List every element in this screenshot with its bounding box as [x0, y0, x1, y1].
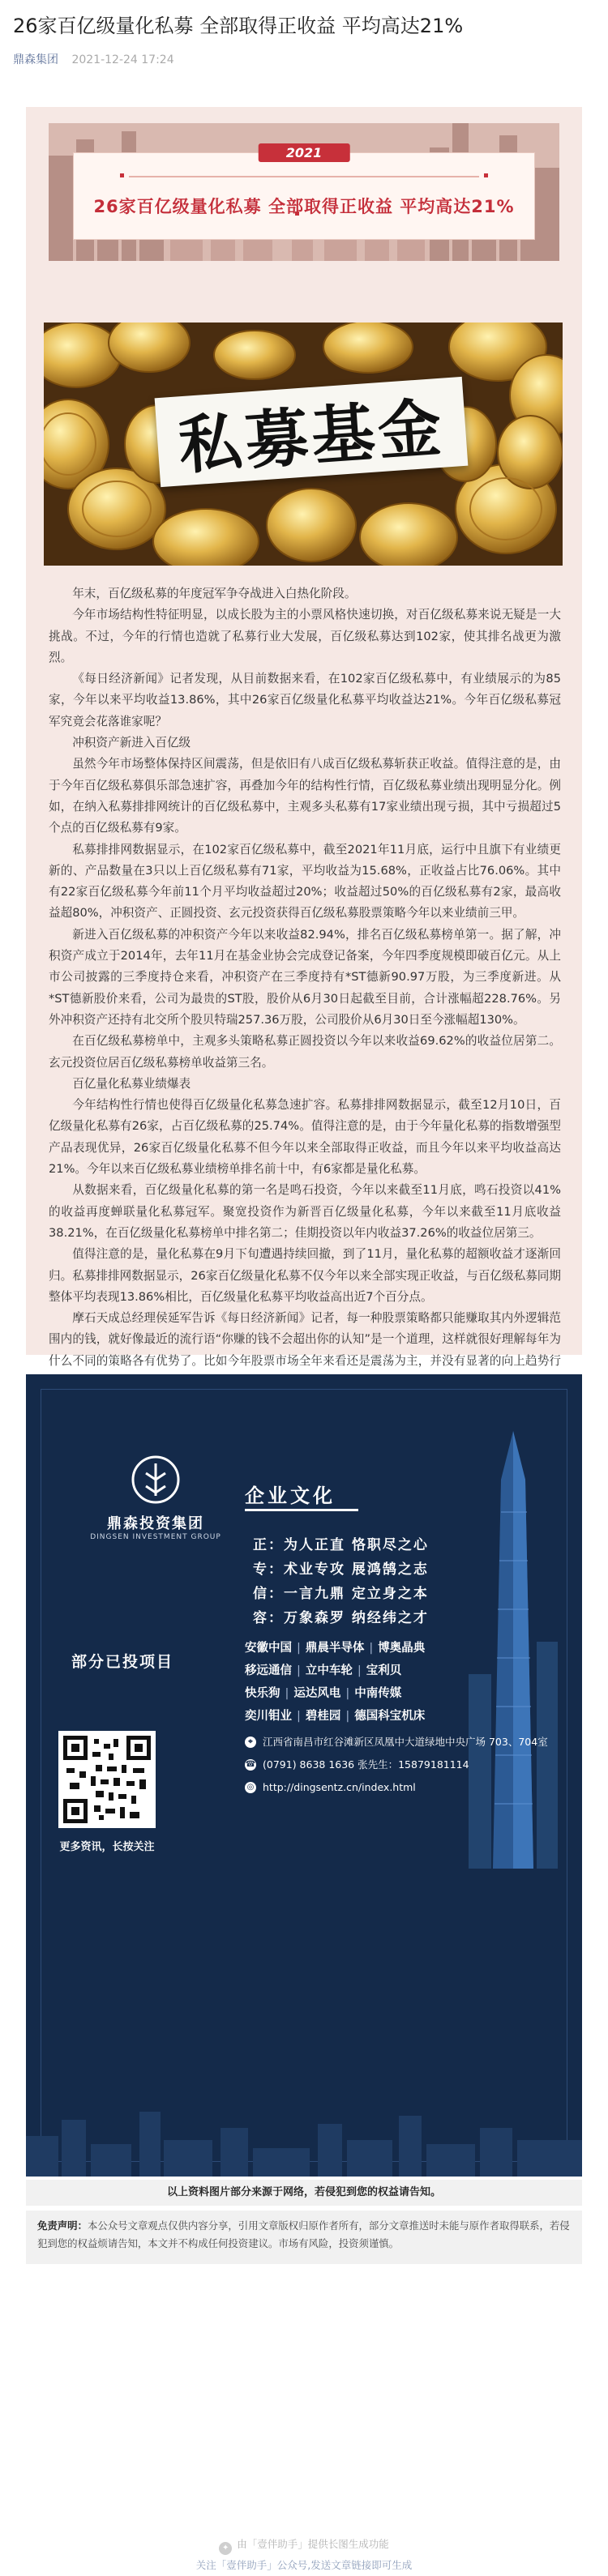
contact-info: [245, 1731, 548, 1799]
divider-line: [129, 176, 479, 177]
headline-frame: [73, 145, 535, 240]
article-paragraph: 值得注意的是，量化私募在9月下旬遭遇持续回撤，到了11月，量化私募的超额收益才逐渐回归。私募排排网数据显示，26家百亿级量化私募不仅今年以来全部实现正收益，与百亿级私募同期整体平均表现13.86%相比，百亿级量化私募平均收益高出近7个百分点。: [49, 1247, 561, 1304]
article-header: [0, 0, 608, 68]
culture-value-text: 一言九鼎 定立身之本: [284, 1586, 429, 1602]
culture-value-row: [253, 1533, 429, 1557]
project-name: 快乐狗: [245, 1687, 280, 1700]
culture-values: [253, 1533, 429, 1630]
projects-list: [245, 1637, 425, 1728]
project-name: 德国科宝机床: [354, 1710, 426, 1723]
project-name: 立中车轮: [305, 1664, 353, 1677]
culture-value-key: 专：: [253, 1561, 284, 1578]
project-name: 碧桂园: [305, 1710, 341, 1723]
article-paragraph: 今年结构性行情也使得百亿级量化私募急速扩容。私募排排网数据显示，截至12月10日，百亿级量化私募有26家，占百亿级私募的25.74%。值得注意的是，由于今年量化私募的指数增强型产品表现优异，26家百亿级量化私募不但今年以来全部取得正收益，而且今年以来平均收益高达21%。今年以来百亿级私募业绩榜单排名前十中，有6家都是量化私募。: [49, 1098, 561, 1177]
contact-website-link[interactable]: http://dingsentz.cn/index.html: [263, 1781, 416, 1793]
project-separator: |: [345, 1710, 350, 1723]
project-row: [245, 1660, 425, 1682]
article-paragraph: 摩石天成总经理侯延军告诉《每日经济新闻》记者，每一种股票策略都只能赚取其内外逻辑范围内的钱，就好像最近的流行语“你赚的钱不会超出你的认知”是一个道理，这样就很好理解每年为什么不同的策略各有优势了。比如今年股票市场全年来看还是震荡为主，并没有显著的向上趋势行: [49, 1311, 561, 1368]
project-name: 鼎晨半导体: [305, 1642, 365, 1655]
generator-credit-text: 由「壹伴助手」提供长图生成功能: [237, 2538, 389, 2550]
image-source-note: 以上资料图片部分来源于网络，若侵犯到您的权益请告知。: [26, 2180, 582, 2206]
skyscraper-illustration: [469, 1431, 558, 1869]
disclaimer: [26, 2211, 582, 2264]
bottom-skyline: [26, 2104, 582, 2177]
decor-square: [120, 173, 124, 177]
article-paragraph: 今年市场结构性特征明显，以成长股为主的小票风格快速切换，对百亿级私募来说无疑是一大挑战。不过，今年的行情也造就了私募行业大发展，百亿级私募达到102家，使其排名战更为激烈。: [49, 608, 561, 664]
project-separator: |: [357, 1664, 362, 1677]
article-meta: [13, 52, 595, 68]
contact-phone: (0791) 8638 1636 张先生：15879181114: [263, 1758, 469, 1771]
culture-value-key: 容：: [253, 1610, 284, 1626]
culture-value-row: [253, 1606, 429, 1630]
project-name: 博奥晶典: [378, 1642, 426, 1655]
project-separator: |: [285, 1687, 289, 1700]
banner-headline: 26家百亿级量化私募 全部取得正收益 平均高达21%: [93, 197, 515, 216]
project-name: 奕川钼业: [245, 1710, 292, 1723]
contact-phone-row: [245, 1754, 548, 1776]
culture-value-text: 万象森罗 纳经纬之才: [284, 1610, 429, 1626]
phone-icon: ☎: [245, 1760, 256, 1769]
brand-name-en: DINGSEN INVESTMENT GROUP: [90, 1533, 221, 1541]
publish-date: 2021-12-24 17:24: [71, 53, 174, 66]
year-tag: 2021: [259, 143, 350, 162]
article-title: 26家百亿级量化私募 全部取得正收益 平均高达21%: [13, 15, 464, 37]
culture-value-row: [253, 1557, 429, 1582]
article-paragraph: 新进入百亿级私募的冲积资产今年以来收益82.94%，排名百亿级私募榜单第一。据了解，冲积资产成立于2014年，去年11月在基金业协会完成登记备案，今年四季度规模即破百亿元。从上市公司披露的三季度持仓来看，冲积资产在三季度持有*ST德新90.97万股，为三季度新进。从*ST德新股价来看，公司为最贵的ST股，股价从6月30日起截至目前，合计涨幅超228.76%。另外冲积资产还持有北交所个股贝特瑞257.36万股，公司股价从6月30日至今涨幅超130%。: [49, 927, 561, 1027]
qr-code[interactable]: [58, 1731, 156, 1828]
culture-value-text: 术业专攻 展鸿鹄之志: [284, 1561, 429, 1578]
project-separator: |: [345, 1687, 350, 1700]
project-name: 中南传媒: [354, 1687, 402, 1700]
disclaimer-text: 本公众号文章观点仅供内容分享，引用文章版权归原作者所有，部分文章推送时未能与原作者取得联系，若侵犯到您的权益烦请告知，本文并不构成任何投资建议。市场有风险，投资须谨慎。: [37, 2219, 570, 2249]
decor-square: [484, 173, 488, 177]
project-row: [245, 1637, 425, 1660]
project-name: 安徽中国: [245, 1642, 292, 1655]
contact-address: 江西省南昌市红谷滩新区凤凰中大道绿地中央广场 703、704室: [263, 1736, 548, 1748]
project-separator: |: [297, 1664, 301, 1677]
culture-value-key: 正：: [253, 1537, 284, 1553]
globe-icon: ◎: [245, 1782, 256, 1793]
article-paragraph: 虽然今年市场整体保持区间震荡，但是依旧有八成百亿级私募斩获正收益。值得注意的是，由于今年百亿级私募俱乐部急速扩容，再叠加今年的结构性行情，百亿级私募业绩出现明显分化。例如，在纳入私募排排网统计的百亿级私募中，主观多头私募有17家业绩出现亏损，其中亏损超过5个点的百亿级私募有9家。: [49, 757, 561, 835]
article-paragraph: 私募排排网数据显示，在102家百亿级私募中，截至2021年11月底，运行中且旗下有业绩更新的、产品数量在3只以上百亿级私募有71家，平均收益为15.68%，正收益占比76.06%。其中有22家百亿级私募今年前11个月平均收益超过20%；收益超过50%的百亿级私募有2家，最高收益超80%，冲积资产、正圆投资、玄元投资获得百亿级私募股票策略今年以来业绩前三甲。: [49, 842, 561, 921]
culture-value-text: 为人正直 恪职尽之心: [284, 1537, 429, 1553]
title-banner: [49, 123, 559, 261]
article-paragraph: 《每日经济新闻》记者发现，从目前数据来看，在102家百亿级私募中，有业绩展示的为85家，今年以来平均收益13.86%，其中26家百亿级量化私募平均收益达21%。今年百亿级私募冠军究竟会花落谁家呢？: [49, 672, 561, 728]
brand-name: 鼎森投资集团: [107, 1515, 204, 1532]
generator-hint-text: 关注「壹伴助手」公众号,发送文章链接即可生成: [195, 2559, 413, 2571]
disclaimer-label: 免责声明：: [37, 2219, 88, 2232]
section-heading: 冲积资产新进入百亿级: [72, 736, 191, 750]
company-poster: [26, 1374, 582, 2177]
culture-title: 企业文化: [245, 1485, 336, 1507]
article-paragraph: 年末，百亿级私募的年度冠军争夺战进入白热化阶段。: [72, 587, 357, 600]
project-separator: |: [297, 1710, 301, 1723]
account-name-link[interactable]: 鼎森集团: [13, 53, 58, 66]
culture-underline: [245, 1509, 358, 1511]
culture-value-row: [253, 1582, 429, 1606]
projects-title: 部分已投项目: [71, 1653, 174, 1671]
project-separator: |: [369, 1642, 374, 1655]
generator-credit: [0, 2536, 608, 2555]
project-name: 运达风电: [293, 1687, 341, 1700]
section-heading: 百亿量化私募业绩爆表: [72, 1076, 191, 1091]
project-row: [245, 1682, 425, 1705]
article-body: [49, 583, 561, 1415]
location-icon: ⌖: [245, 1737, 256, 1748]
project-name: 移远通信: [245, 1664, 292, 1677]
generator-hint: [0, 2557, 608, 2572]
article-card: [26, 107, 582, 1368]
project-name: 宝利贝: [366, 1664, 402, 1677]
contact-web-row: [245, 1776, 548, 1799]
wechat-icon: ✦: [219, 2542, 232, 2555]
project-row: [245, 1705, 425, 1728]
culture-value-key: 信：: [253, 1586, 284, 1602]
photo-caption-label: 私募基金: [155, 377, 469, 487]
project-separator: |: [297, 1642, 301, 1655]
article-paragraph: 在百亿级私募榜单中，主观多头策略私募正圆投资以今年以来收益69.62%的收益位居第二。玄元投资位居百亿级私募榜单收益第三名。: [49, 1034, 561, 1070]
article-paragraph: 从数据来看，百亿级量化私募的第一名是鸣石投资，今年以来截至11月底，鸣石投资以41%的收益再度蝉联量化私募冠军。聚宽投资作为新晋百亿级量化私募，今年以来截至11月底收益38.21%，在百亿级量化私募榜单中排名第二；佳期投资以年内收益37.26%的收益位居第三。: [49, 1183, 561, 1240]
qr-caption: 更多资讯，长按关注: [59, 1841, 155, 1853]
company-logo-icon: [131, 1455, 180, 1504]
contact-address-row: [245, 1731, 548, 1754]
private-fund-photo: [44, 323, 563, 566]
